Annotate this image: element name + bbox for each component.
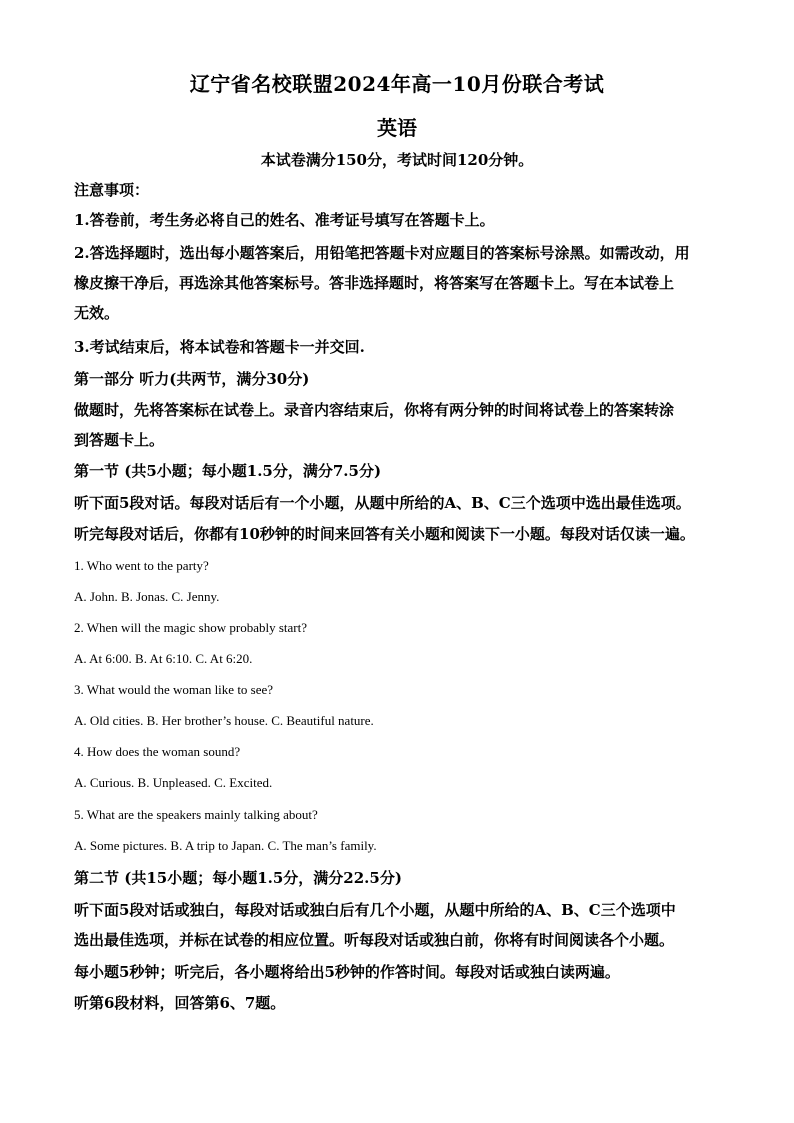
part1-intro-line-2: 到答题卡上。: [74, 431, 165, 449]
section1-intro-line-1: 听下面5段对话。每段对话后有一个小题，从题中所给的A、B、C三个选项中选出最佳选项。: [74, 494, 691, 512]
question-1-options: A. John. B. Jonas. C. Jenny.: [74, 589, 220, 604]
exam-info: 本试卷满分150分，考试时间120分钟。: [260, 151, 534, 169]
notes-item-2-line-2: 橡皮擦干净后，再选涂其他答案标号。答非选择题时，将答案写在答题卡上。写在本试卷上: [74, 274, 675, 292]
question-5-options: A. Some pictures. B. A trip to Japan. C. The man’s family.: [74, 838, 377, 853]
subject-title: 英语: [377, 116, 417, 140]
part1-heading: 第一部分 听力(共两节，满分30分): [74, 370, 310, 388]
part1-intro-line-1: 做题时，先将答案标在试卷上。录音内容结束后，你将有两分钟的时间将试卷上的答案转涂: [74, 401, 675, 419]
section2-heading: 第二节 (共15小题；每小题1.5分，满分22.5分): [74, 869, 402, 887]
question-5: 5. What are the speakers mainly talking about?: [74, 807, 318, 822]
notes-heading: 注意事项：: [74, 181, 150, 199]
question-3: 3. What would the woman like to see?: [74, 682, 274, 697]
section2-intro-line-2: 选出最佳选项，并标在试卷的相应位置。听每段对话或独白前，你将有时间阅读各个小题。: [74, 931, 675, 949]
notes-item-2-line-3: 无效。: [74, 304, 120, 322]
section2-intro-line-1: 听下面5段对话或独白，每段对话或独白后有几个小题，从题中所给的A、B、C三个选项中: [74, 901, 676, 919]
section1-intro-line-2: 听完每段对话后，你都有10秒钟的时间来回答有关小题和阅读下一小题。每段对话仅读一遍。: [74, 525, 695, 543]
question-2: 2. When will the magic show probably start?: [74, 620, 307, 635]
question-3-options: A. Old cities. B. Her brother’s house. C. Beautiful nature.: [74, 713, 374, 728]
section2-intro-line-3: 每小题5秒钟；听完后，各小题将给出5秒钟的作答时间。每段对话或独白读两遍。: [74, 963, 620, 981]
question-4-options: A. Curious. B. Unpleased. C. Excited.: [74, 775, 273, 790]
question-2-options: A. At 6:00. B. At 6:10. C. At 6:20.: [74, 651, 253, 666]
exam-title: 辽宁省名校联盟2024年高一10月份联合考试: [189, 72, 605, 96]
section1-heading: 第一节 (共5小题；每小题1.5分，满分7.5分): [74, 462, 382, 480]
question-4: 4. How does the woman sound?: [74, 744, 241, 759]
section2-material: 听第6段材料，回答第6、7题。: [74, 994, 286, 1012]
question-1: 1. Who went to the party?: [74, 558, 209, 573]
notes-item-3: 3.考试结束后，将本试卷和答题卡一并交回.: [74, 338, 365, 356]
notes-item-2-line-1: 2.答选择题时，选出每小题答案后，用铅笔把答题卡对应题目的答案标号涂黑。如需改动，用: [74, 244, 690, 262]
notes-item-1: 1.答卷前，考生务必将自己的姓名、准考证号填写在答题卡上。: [74, 211, 495, 229]
